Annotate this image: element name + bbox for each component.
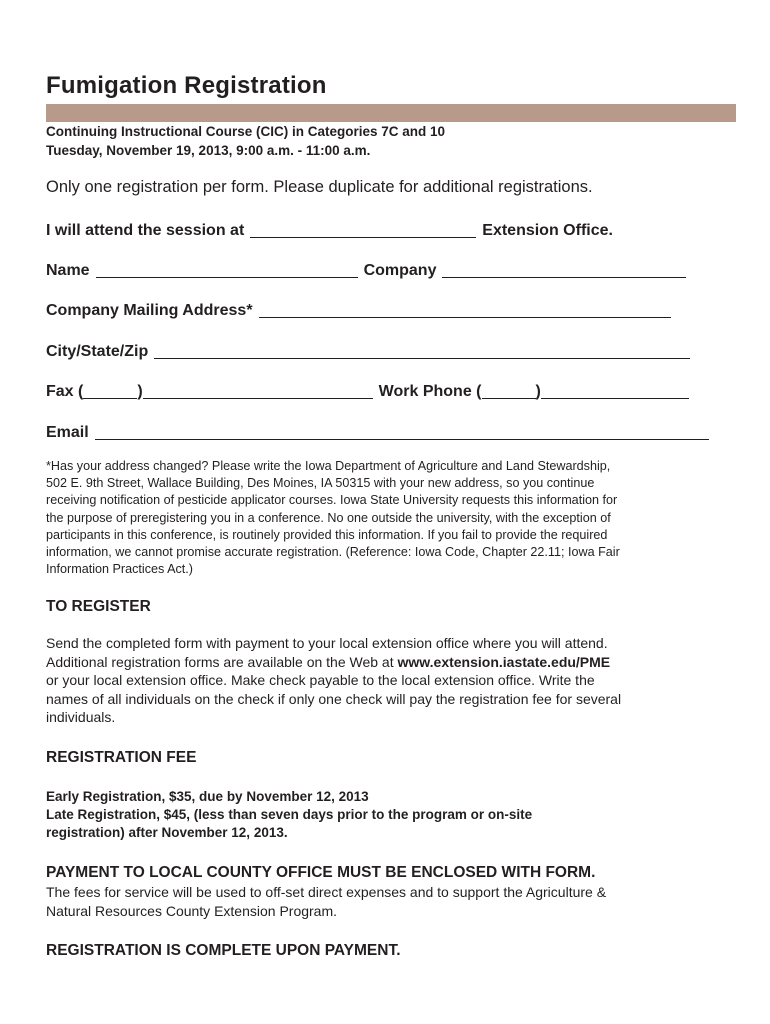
fee-details: [46, 788, 736, 842]
work-phone-label: Work Phone (: [378, 383, 482, 400]
address-footnote: [46, 458, 736, 578]
footnote-line: participants in this conference, is routinely provided this information. If you fail to provide the required: [46, 527, 608, 542]
phone-paren-close: ): [535, 383, 541, 400]
to-register-line: individuals.: [46, 709, 116, 726]
to-register-line: names of all individuals on the check if only one check will pay the registration fee for several: [46, 690, 622, 707]
to-register-line: [46, 653, 736, 672]
intro-text: Only one registration per form. Please duplicate for additional registrations.: [46, 178, 593, 196]
footnote-line: Information Practices Act.): [46, 562, 193, 577]
web-prefix: Additional registration forms are available on the Web at: [46, 653, 398, 670]
footnote-line: information, we cannot promise accurate registration. (Reference: Iowa Code, Chapter 22.11; Iowa Fair: [46, 545, 620, 560]
name-company-row: [46, 258, 692, 280]
payment-heading: PAYMENT TO LOCAL COUNTY OFFICE MUST BE ENCLOSED WITH FORM.: [46, 864, 596, 881]
payment-line: The fees for service will be used to off-set direct expenses and to support the Agriculture &: [46, 884, 607, 900]
fax-phone-row: [46, 379, 689, 401]
payment-line: Natural Resources County Extension Program.: [46, 902, 338, 919]
company-label: Company: [363, 262, 437, 279]
city-state-zip-field[interactable]: [154, 342, 690, 359]
complete-notice: REGISTRATION IS COMPLETE UPON PAYMENT.: [46, 942, 401, 959]
city-row: [46, 339, 696, 361]
footnote-line: the purpose of preregistering you in a conference. No one outside the university, with the exception of: [46, 510, 611, 525]
to-register-heading: TO REGISTER: [46, 598, 151, 615]
footnote-line: *Has your address changed? Please write the Iowa Department of Agriculture and Land Stewardship,: [46, 459, 611, 473]
name-label: Name: [46, 262, 90, 279]
city-label: City/State/Zip: [46, 343, 149, 360]
to-register-line: or your local extension office. Make check payable to the local extension office. Write the: [46, 672, 595, 689]
attend-row: [46, 218, 613, 240]
registration-fee-heading: REGISTRATION FEE: [46, 749, 197, 766]
course-subtitle: Continuing Instructional Course (CIC) in Categories 7C and 10: [46, 124, 446, 139]
company-field[interactable]: [442, 261, 686, 278]
work-phone-field[interactable]: [541, 382, 689, 399]
fax-number-field[interactable]: [143, 382, 373, 399]
email-field[interactable]: [95, 423, 709, 440]
late-fee-line: registration) after November 12, 2013.: [46, 825, 288, 840]
fax-label: Fax (: [46, 383, 84, 400]
title-accent-bar: [46, 104, 736, 122]
extension-web-link[interactable]: www.extension.iastate.edu/PME: [397, 653, 611, 670]
course-date: Tuesday, November 19, 2013, 9:00 a.m. - 11:00 a.m.: [46, 143, 371, 158]
page-title: Fumigation Registration: [46, 72, 327, 99]
late-fee-line: Late Registration, $45, (less than seven days prior to the program or on-site: [46, 807, 533, 822]
attend-office-field[interactable]: [250, 221, 476, 238]
footnote-line: receiving notification of pesticide applicator courses. Iowa State University requests this information for: [46, 493, 618, 508]
mailing-row: [46, 298, 677, 320]
mailing-address-field[interactable]: [259, 301, 671, 318]
to-register-text: [46, 634, 736, 727]
early-fee: Early Registration, $35, due by November 12, 2013: [46, 789, 369, 804]
fax-paren-close: ): [137, 383, 143, 400]
to-register-line: Send the completed form with payment to your local extension office where you will attend.: [46, 635, 608, 651]
email-row: [46, 420, 715, 442]
phone-area-code-field[interactable]: [482, 382, 536, 399]
fax-area-code-field[interactable]: [83, 382, 137, 399]
mailing-label: Company Mailing Address*: [46, 302, 253, 319]
attend-suffix: Extension Office.: [482, 222, 613, 239]
email-label: Email: [46, 424, 89, 441]
payment-text: [46, 883, 736, 920]
attend-label: I will attend the session at: [46, 222, 245, 239]
footnote-line: 502 E. 9th Street, Wallace Building, Des Moines, IA 50315 with your new address, so you continue: [46, 476, 595, 491]
name-field[interactable]: [96, 261, 358, 278]
